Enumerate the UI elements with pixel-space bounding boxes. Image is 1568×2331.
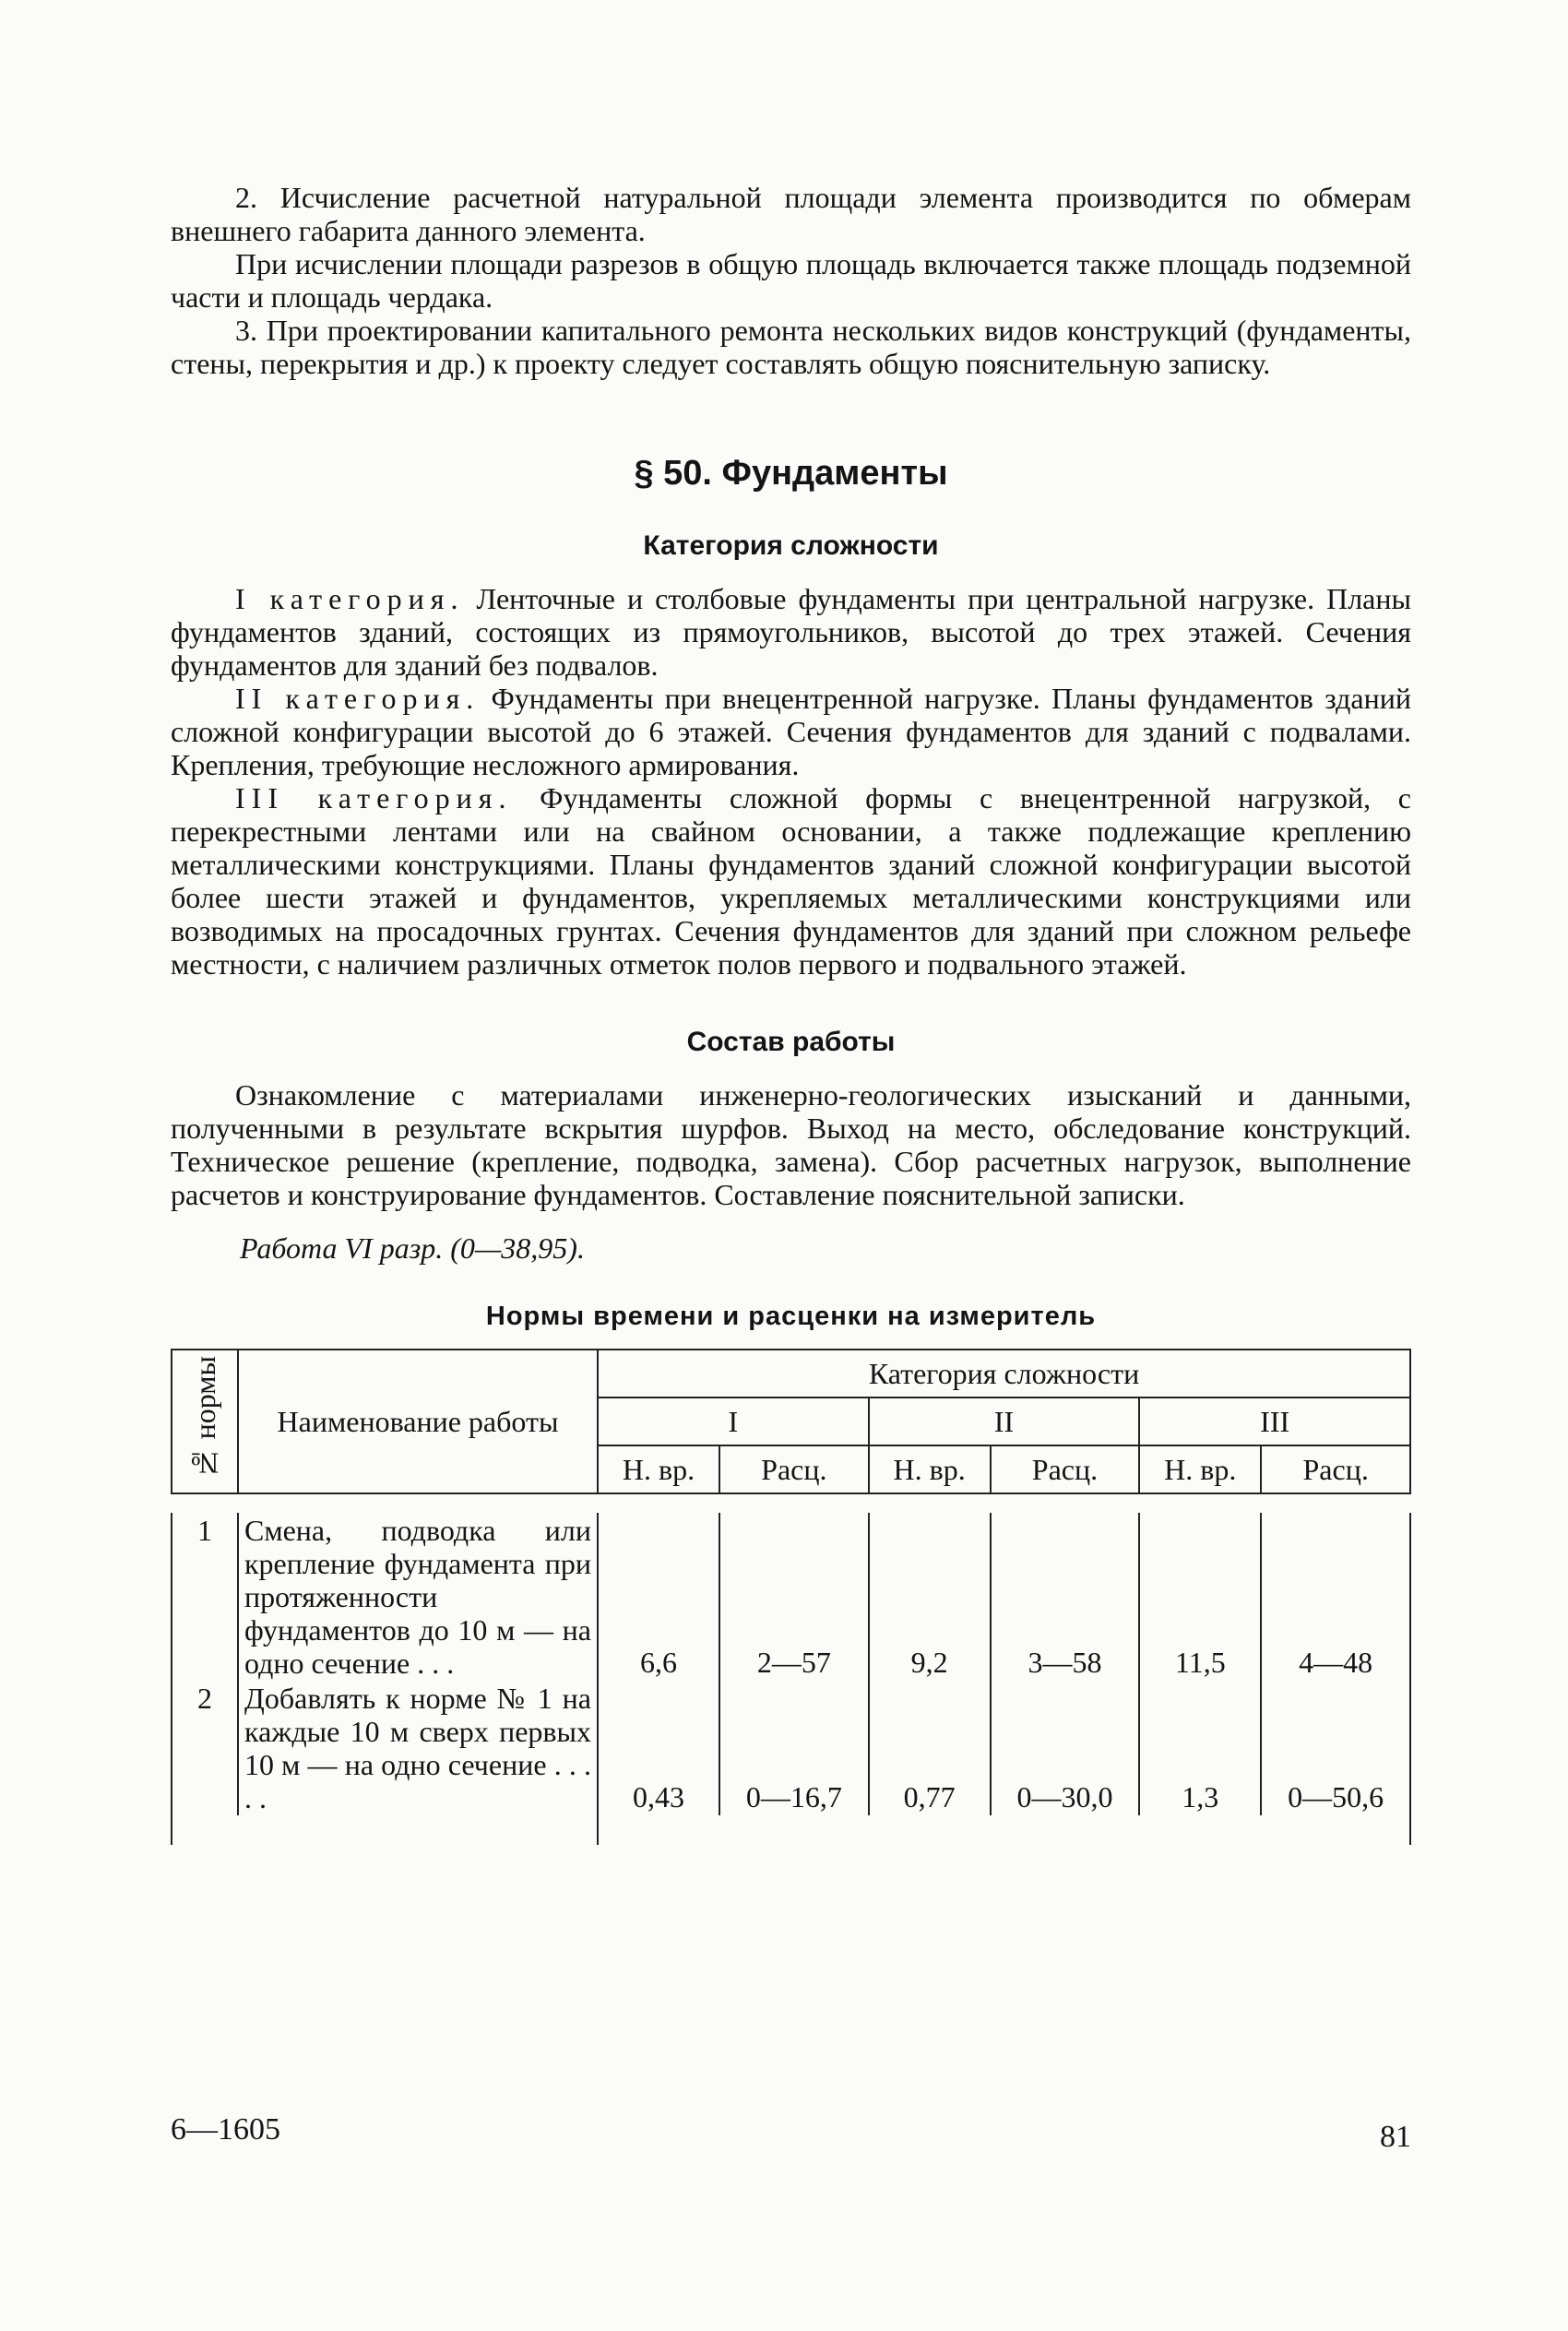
sub-rate-1: Расц. xyxy=(719,1445,869,1493)
work-heading: Состав работы xyxy=(686,1027,896,1057)
sub-rate-3: Расц. xyxy=(1261,1445,1410,1493)
table-caption: Нормы времени и расценки на измеритель xyxy=(485,1302,1097,1331)
page-body xyxy=(171,181,1411,1845)
category-text: Фундаменты при внецентренной нагрузке. Планы фундаментов зданий сложной конфигурации высотой до 6 этажей. Сечения фундаментов для зданий с подвалами. Крепления, требующие несложного армирования. xyxy=(171,682,1412,781)
page-number: 81 xyxy=(1380,2120,1411,2154)
col-name-header: Наименование работы xyxy=(238,1350,598,1493)
cell-value: 0—30,0 xyxy=(991,1681,1140,1815)
cell-value: 11,5 xyxy=(1139,1513,1261,1681)
cell-value: 9,2 xyxy=(869,1513,991,1681)
paragraph: При исчислении площади разрезов в общую площадь включается также площадь подземной части и площадь чердака. xyxy=(171,247,1411,314)
cell-value: 0,43 xyxy=(598,1681,719,1815)
work-text: Ознакомление с материалами инженерно-геологических изысканий и данными, полученными в результате вскрытия шурфов. Выход на место, обследование конструкций. Техническое решение (крепление, подводка, замена). Сбор расчетных нагрузок, выполнение расчетов и конструирование фундаментов. Составление пояснительной записки. xyxy=(171,1078,1411,1211)
cat-header-3: III xyxy=(1139,1397,1410,1445)
row-no: 1 xyxy=(172,1513,238,1681)
table-row xyxy=(172,1681,1410,1815)
cell-value: 2—57 xyxy=(719,1513,869,1681)
category-2 xyxy=(171,682,1411,781)
work-grade xyxy=(171,1231,1411,1265)
cell-value: 0—16,7 xyxy=(719,1681,869,1815)
cell-value: 6,6 xyxy=(598,1513,719,1681)
category-text: Фундаменты сложной формы с внецентренной нагрузкой, с перекрестными лентами или на свайном основании, а также подлежащие креплению металлическими конструкциями. Планы фундаментов зданий сложной конфигурации высотой более шести этажей и фундаментов, укрепляемых металлическими конструкциями или возводимых на просадочных грунтах. Сечения фундаментов для зданий при сложном рельефе местности, с наличием различных отметок полов первого и подвального этажей. xyxy=(171,781,1412,981)
signature-mark: 6—1605 xyxy=(171,2112,280,2147)
category-1 xyxy=(171,582,1411,682)
sub-time-2: Н. вр. xyxy=(869,1445,991,1493)
cell-value: 0,77 xyxy=(869,1681,991,1815)
sub-time-3: Н. вр. xyxy=(1139,1445,1261,1493)
section-title: § 50. Фундаменты xyxy=(634,454,948,493)
work-grade-text: Работа VI разр. (0—38,95). xyxy=(240,1231,585,1265)
row-name: Добавлять к норме № 1 на каждые 10 м сверх первых 10 м — на одно сечение . . . . . xyxy=(238,1681,598,1815)
category-3 xyxy=(171,781,1411,981)
category-text: Ленточные и столбовые фундаменты при центральной нагрузке. Планы фундаментов зданий, состоящих из прямоугольников, высотой до трех этажей. Сечения фундаментов для зданий без подвалов. xyxy=(171,582,1412,682)
cat-header-1: I xyxy=(598,1397,869,1445)
sub-rate-2: Расц. xyxy=(991,1445,1140,1493)
table-row xyxy=(172,1513,1410,1681)
cell-value: 0—50,6 xyxy=(1261,1681,1410,1815)
norms-table xyxy=(171,1349,1411,1845)
row-name: Смена, подводка или крепление фундамента при протяженности фундаментов до 10 м — на одно сечение . . . xyxy=(238,1513,598,1681)
sub-time-1: Н. вр. xyxy=(598,1445,719,1493)
cell-value: 1,3 xyxy=(1139,1681,1261,1815)
cell-value: 3—58 xyxy=(991,1513,1140,1681)
complexity-heading: Категория сложности xyxy=(643,530,939,561)
row-no: 2 xyxy=(172,1681,238,1815)
cat-header-2: II xyxy=(869,1397,1140,1445)
category-label: II категория. xyxy=(235,682,481,715)
col-category-header: Категория сложности xyxy=(598,1350,1410,1397)
cell-value: 4—48 xyxy=(1261,1513,1410,1681)
paragraph: 2. Исчисление расчетной натуральной площади элемента производится по обмерам внешнего габарита данного элемента. xyxy=(171,181,1411,247)
col-no-header: № нормы xyxy=(172,1350,238,1493)
category-label: I категория. xyxy=(235,582,465,615)
paragraph: 3. При проектировании капитального ремонта нескольких видов конструкций (фундаменты, стены, перекрытия и др.) к проекту следует составлять общую пояснительную записку. xyxy=(171,314,1411,380)
category-label: III категория. xyxy=(235,781,513,815)
